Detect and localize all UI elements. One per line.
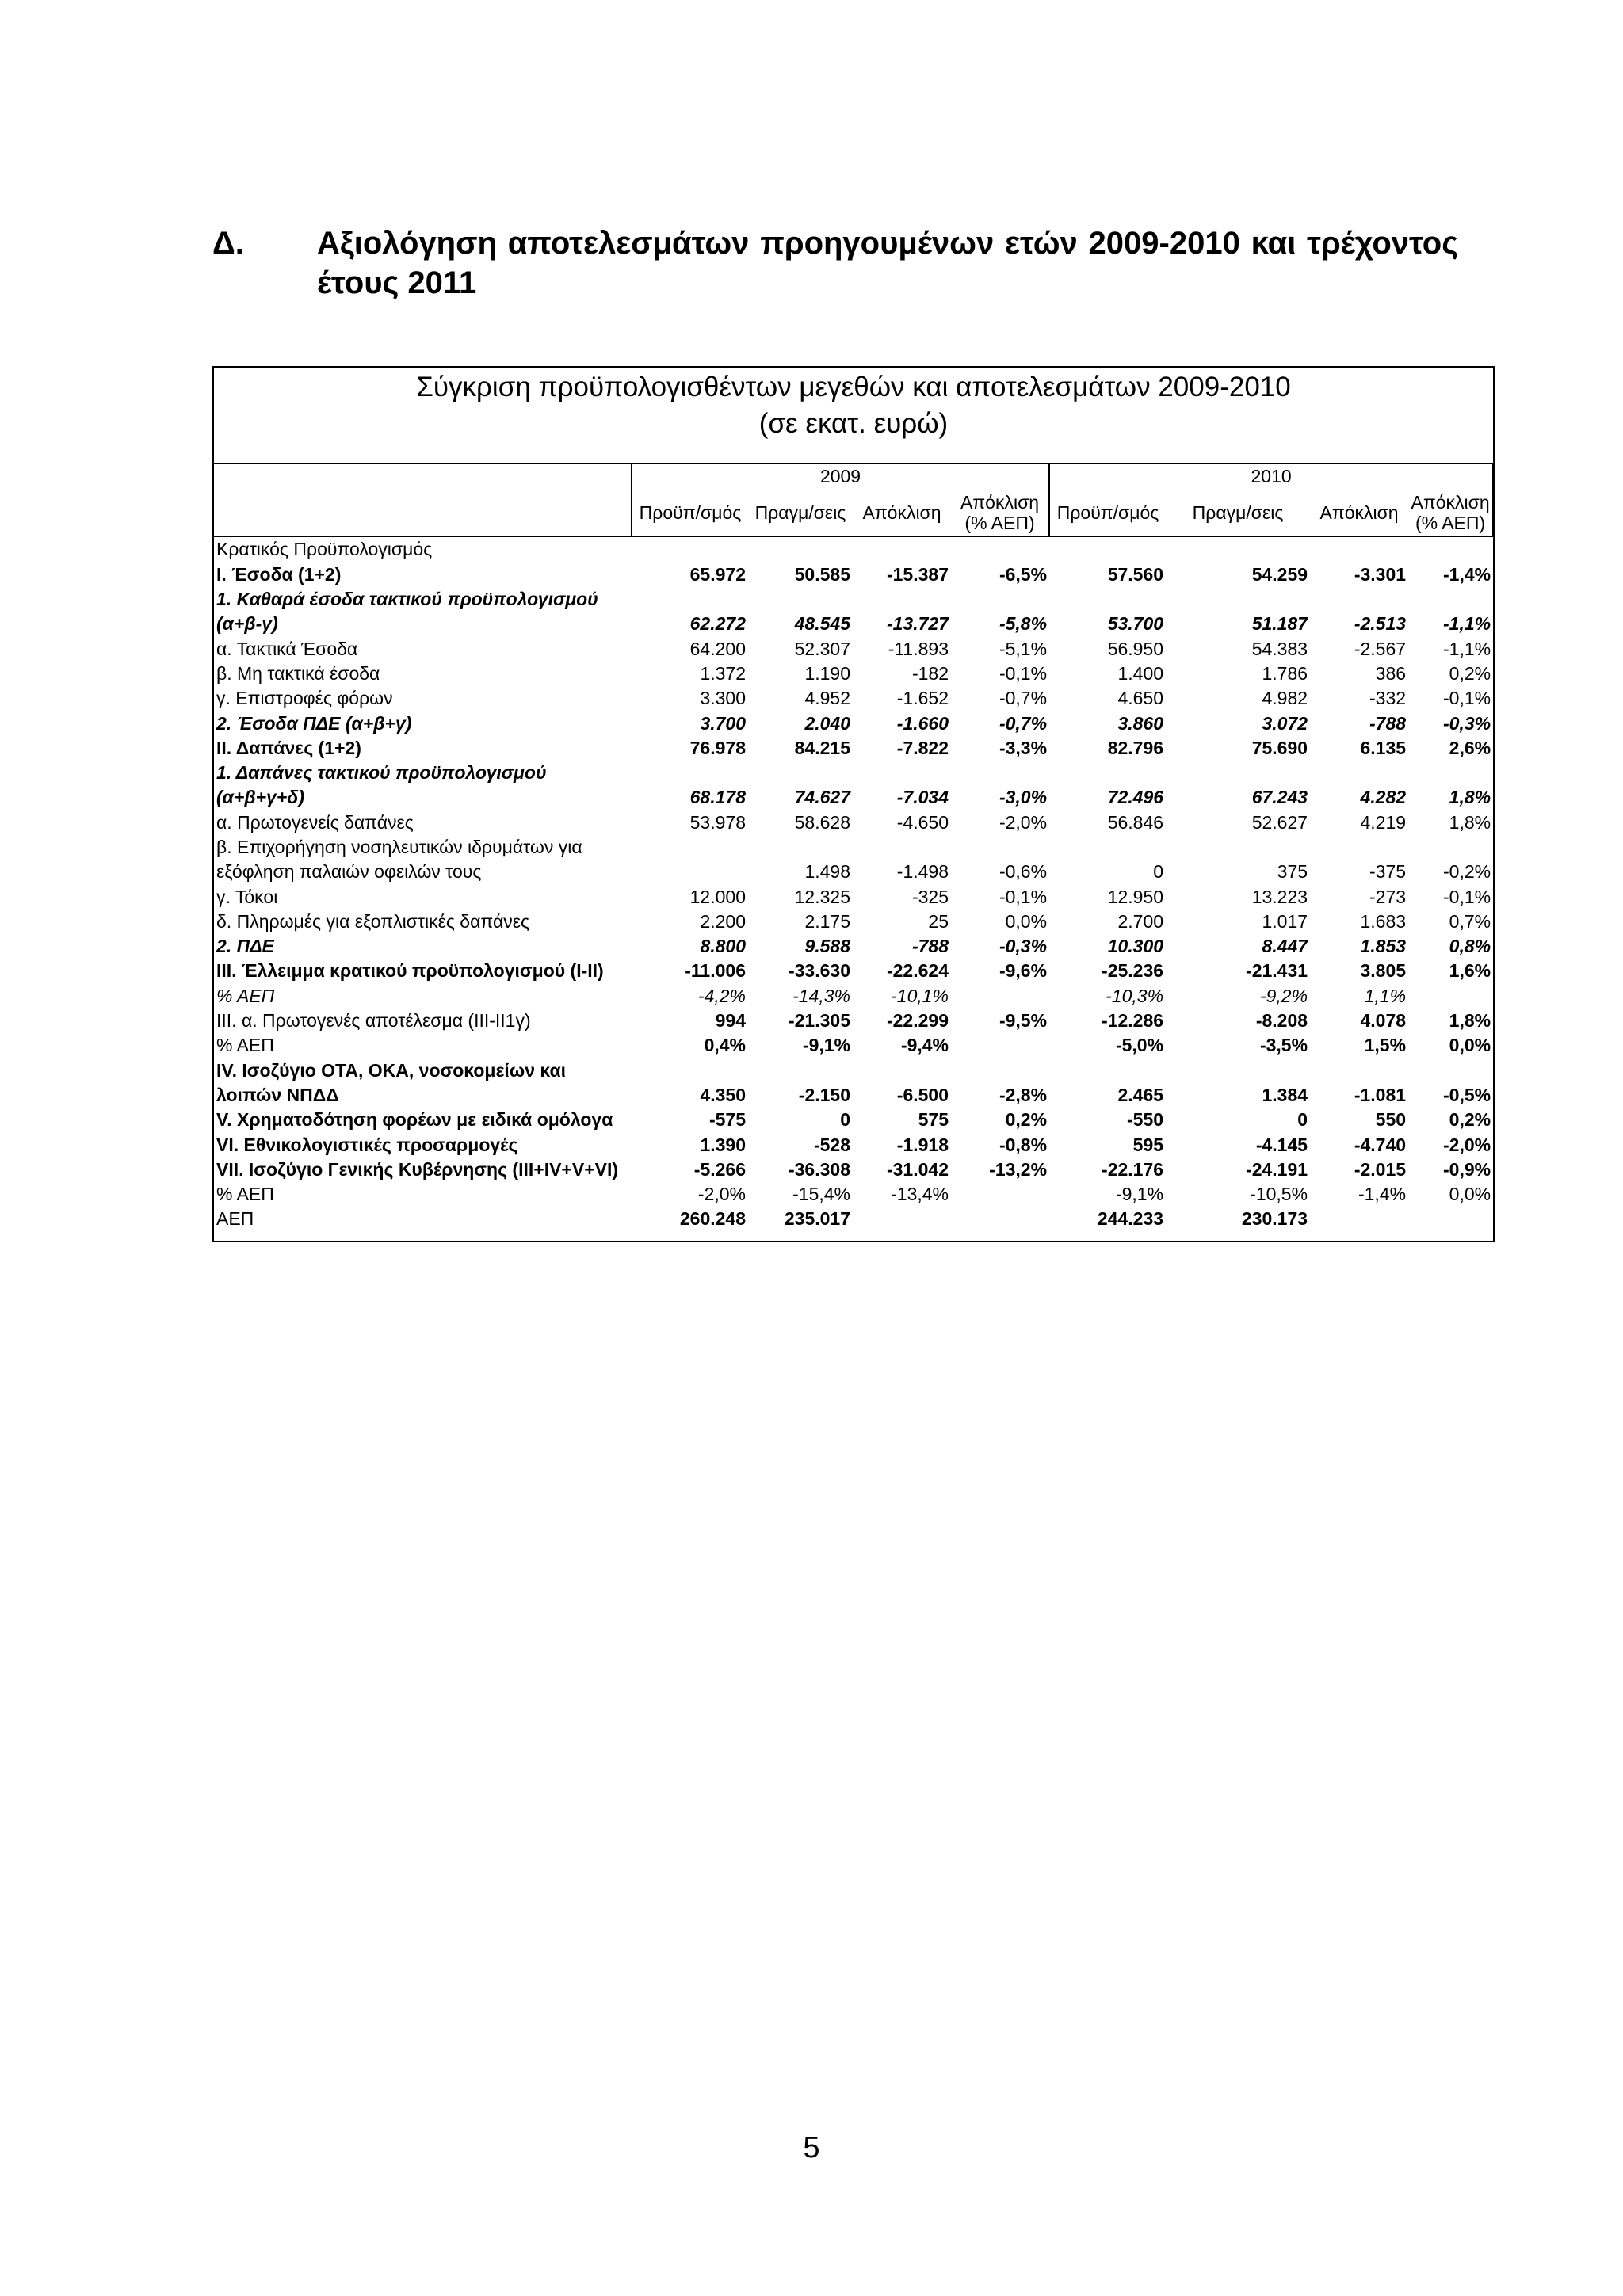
- table-row: [214, 1182, 1493, 1207]
- cell-value: -2.150: [798, 1084, 850, 1105]
- cell-value: -13,2%: [989, 1158, 1048, 1180]
- cell-value: 56.950: [1107, 638, 1164, 659]
- cell-value: 13.223: [1251, 886, 1308, 907]
- cell-value: -9,1%: [802, 1035, 850, 1056]
- cell-value: 84.215: [794, 737, 850, 758]
- table-row: [214, 636, 1493, 661]
- cell-value: [853, 761, 951, 785]
- col-header-deviation-gdp-2009: [951, 489, 1049, 537]
- cell-value: 75.690: [1251, 737, 1308, 758]
- cell-value: [951, 587, 1049, 612]
- cell-value: -5.266: [693, 1158, 746, 1180]
- table-row: [214, 835, 1493, 860]
- cell-value: [1166, 1058, 1310, 1083]
- row-label: λοιπών ΝΠΔΔ: [216, 1084, 339, 1105]
- row-label: γ. Τόκοι: [216, 886, 278, 907]
- cell-value: -0,6%: [999, 861, 1048, 883]
- year-2010-header: 2010: [1049, 463, 1493, 489]
- cell-value: [1049, 1058, 1166, 1083]
- cell-value: 260.248: [679, 1208, 746, 1230]
- row-label: % ΑΕΠ: [216, 1184, 274, 1205]
- col-header-deviation-gdp-line1: Απόκλιση: [960, 492, 1040, 513]
- cell-value: -13,4%: [891, 1184, 949, 1205]
- cell-value: 12.000: [689, 886, 746, 907]
- cell-value: 0,0%: [1005, 910, 1048, 932]
- cell-value: 65.972: [689, 563, 746, 585]
- cell-value: -550: [1127, 1109, 1164, 1131]
- row-label: 2. Έσοδα ΠΔΕ (α+β+γ): [216, 712, 412, 734]
- cell-value: 2.175: [804, 910, 850, 932]
- cell-value: 72.496: [1107, 787, 1164, 808]
- col-header-actual-2009: Πραγμ/σεις: [754, 502, 846, 523]
- cell-value: [1310, 761, 1408, 785]
- cell-value: -528: [813, 1134, 850, 1155]
- cell-value: [1166, 587, 1310, 612]
- cell-value: 1,8%: [1449, 787, 1491, 808]
- table-body: [214, 563, 1493, 1232]
- cell-value: -14,3%: [792, 985, 850, 1006]
- comparison-table-frame: [212, 366, 1495, 1242]
- cell-value: 1,8%: [1449, 1010, 1491, 1032]
- row-label: α. Τακτικά Έσοδα: [216, 638, 358, 659]
- cell-value: 52.307: [794, 638, 850, 659]
- cell-value: 0,2%: [1449, 662, 1491, 684]
- cell-value: 12.325: [794, 886, 850, 907]
- cell-value: 52.627: [1251, 811, 1308, 833]
- section-row: [214, 537, 1493, 563]
- cell-value: -182: [911, 662, 949, 684]
- cell-value: 994: [715, 1010, 746, 1032]
- cell-value: 1.683: [1360, 910, 1407, 932]
- table-row: [214, 984, 1493, 1009]
- col-header-deviation-gdp-line2: (% ΑΕΠ): [964, 513, 1035, 534]
- cell-value: -36.308: [788, 1158, 850, 1180]
- cell-value: 1.384: [1262, 1084, 1308, 1105]
- cell-value: -0,5%: [1443, 1084, 1491, 1105]
- cell-value: -0,7%: [999, 688, 1048, 709]
- row-label: ΙΙΙ. α. Πρωτογενές αποτέλεσμα (ΙΙΙ-ΙΙ1γ): [216, 1010, 531, 1032]
- cell-value: -2.513: [1354, 613, 1407, 635]
- cell-value: -5,8%: [999, 613, 1048, 635]
- cell-value: 0: [840, 1109, 850, 1131]
- cell-value: -10,5%: [1250, 1184, 1308, 1205]
- cell-value: -21.305: [788, 1010, 850, 1032]
- cell-value: 67.243: [1251, 787, 1308, 808]
- cell-value: -33.630: [788, 960, 850, 982]
- cell-value: -3,3%: [999, 737, 1048, 758]
- cell-value: 1,5%: [1364, 1035, 1407, 1056]
- cell-value: -1.652: [896, 688, 949, 709]
- cell-value: -21.431: [1246, 960, 1308, 982]
- cell-value: 48.545: [794, 613, 850, 635]
- cell-value: [748, 835, 853, 860]
- table-row: [214, 884, 1493, 909]
- cell-value: 2.465: [1117, 1084, 1164, 1105]
- cell-value: 56.846: [1107, 811, 1164, 833]
- cell-value: 4.650: [1117, 688, 1164, 709]
- table-row: [214, 785, 1493, 810]
- cell-value: [1049, 835, 1166, 860]
- table-row: [214, 612, 1493, 636]
- table-row: [214, 1033, 1493, 1058]
- page-number: 5: [803, 2131, 820, 2164]
- table-row: [214, 1108, 1493, 1132]
- cell-value: [951, 1058, 1049, 1083]
- cell-value: -4,2%: [697, 985, 746, 1006]
- row-label: εξόφληση παλαιών οφειλών τους: [216, 861, 482, 883]
- cell-value: -0,8%: [999, 1134, 1048, 1155]
- cell-value: 1.190: [804, 662, 850, 684]
- cell-value: 3.072: [1262, 712, 1308, 734]
- cell-value: -3,5%: [1259, 1035, 1308, 1056]
- row-label: % ΑΕΠ: [216, 1035, 274, 1056]
- cell-value: -0,1%: [1443, 688, 1491, 709]
- cell-value: [951, 835, 1049, 860]
- cell-value: -0,3%: [1443, 712, 1491, 734]
- cell-value: [1049, 587, 1166, 612]
- table-subtitle: (σε εκατ. ευρώ): [758, 408, 949, 439]
- cell-value: -13.727: [886, 613, 949, 635]
- cell-value: -2,8%: [999, 1084, 1048, 1105]
- cell-value: 53.978: [689, 811, 746, 833]
- cell-value: 575: [918, 1109, 949, 1131]
- cell-value: -1,1%: [1443, 613, 1491, 635]
- cell-value: 0,0%: [1449, 1184, 1491, 1205]
- cell-value: 375: [1277, 861, 1308, 883]
- cell-value: -2,0%: [697, 1184, 746, 1205]
- cell-value: -0,2%: [1443, 861, 1491, 883]
- cell-value: -6.500: [896, 1084, 949, 1105]
- cell-value: 2.700: [1117, 910, 1164, 932]
- table-row: [214, 860, 1493, 884]
- cell-value: -1,4%: [1358, 1184, 1407, 1205]
- cell-value: [632, 761, 748, 785]
- col-header-actual-2010: Πραγμ/σεις: [1192, 502, 1284, 523]
- cell-value: -4.740: [1354, 1134, 1407, 1155]
- cell-value: -24.191: [1246, 1158, 1308, 1180]
- cell-value: -0,9%: [1443, 1158, 1491, 1180]
- cell-value: -5,1%: [999, 638, 1048, 659]
- cell-value: [1166, 761, 1310, 785]
- cell-value: 54.259: [1251, 563, 1308, 585]
- cell-value: 68.178: [689, 787, 746, 808]
- cell-value: [1408, 835, 1493, 860]
- cell-value: -9,4%: [900, 1035, 949, 1056]
- cell-value: -10,1%: [891, 985, 949, 1006]
- col-header-budget-2009: Προϋπ/σμός: [632, 489, 748, 537]
- cell-value: -7.822: [896, 737, 949, 758]
- cell-value: 3.700: [700, 712, 746, 734]
- cell-value: [632, 835, 748, 860]
- cell-value: [951, 1033, 1049, 1058]
- cell-value: -22.624: [886, 960, 949, 982]
- cell-value: -0,1%: [999, 662, 1048, 684]
- cell-value: -9,2%: [1259, 985, 1308, 1006]
- cell-value: -15.387: [886, 563, 949, 585]
- cell-value: 4.982: [1262, 688, 1308, 709]
- cell-value: 8.800: [700, 936, 746, 957]
- cell-value: [748, 587, 853, 612]
- cell-value: [1310, 587, 1408, 612]
- cell-value: 76.978: [689, 737, 746, 758]
- year-2009-header: 2009: [632, 463, 1049, 489]
- cell-value: [632, 587, 748, 612]
- cell-value: 550: [1375, 1109, 1407, 1131]
- cell-value: 57.560: [1107, 563, 1164, 585]
- table-row: [214, 761, 1493, 785]
- table-row: [214, 563, 1493, 587]
- table-row: [214, 1058, 1493, 1083]
- cell-value: 62.272: [689, 613, 746, 635]
- cell-value: 0,2%: [1005, 1109, 1048, 1131]
- row-label: Ι. Έσοδα (1+2): [216, 563, 342, 585]
- cell-value: 0,2%: [1449, 1109, 1491, 1131]
- cell-value: -3.301: [1354, 563, 1407, 585]
- cell-value: 0: [1153, 861, 1164, 883]
- budget-comparison-table: [214, 463, 1494, 1232]
- cell-value: 4.078: [1360, 1010, 1407, 1032]
- cell-value: -273: [1369, 886, 1407, 907]
- cell-value: -3,0%: [999, 787, 1048, 808]
- row-label: ΙΙΙ. Έλλειμμα κρατικού προϋπολογισμού (Ι-ΙΙ): [216, 960, 604, 982]
- col-header-deviation-2009: Απόκλιση: [862, 502, 941, 523]
- header-blank: [214, 463, 632, 489]
- cell-value: -332: [1369, 688, 1407, 709]
- cell-value: -0,7%: [999, 712, 1048, 734]
- cell-value: [1310, 1207, 1408, 1231]
- cell-value: -12.286: [1102, 1010, 1164, 1032]
- cell-value: 9.588: [804, 936, 850, 957]
- column-header-row: [214, 489, 1493, 537]
- table-row: [214, 1132, 1493, 1157]
- cell-value: [951, 761, 1049, 785]
- cell-value: 53.700: [1107, 613, 1164, 635]
- cell-value: -10,3%: [1106, 985, 1164, 1006]
- cell-value: [1166, 835, 1310, 860]
- cell-value: [951, 1182, 1049, 1207]
- row-label: β. Μη τακτικά έσοδα: [216, 662, 380, 684]
- cell-value: [1408, 587, 1493, 612]
- table-row: [214, 736, 1493, 761]
- cell-value: 50.585: [794, 563, 850, 585]
- cell-value: 1,6%: [1449, 960, 1491, 982]
- row-label: α. Πρωτογενείς δαπάνες: [216, 811, 414, 833]
- table-row: [214, 810, 1493, 835]
- row-label: (α+β-γ): [216, 613, 278, 635]
- cell-value: -788: [911, 936, 949, 957]
- cell-value: [1310, 835, 1408, 860]
- section-letter: Δ.: [212, 226, 244, 261]
- cell-value: 58.628: [794, 811, 850, 833]
- row-label: ΙV. Ισοζύγιο ΟΤΑ, ΟΚΑ, νοσοκομείων και: [216, 1059, 566, 1081]
- cell-value: -1,4%: [1443, 563, 1491, 585]
- cell-value: 4.282: [1360, 787, 1407, 808]
- row-label: VΙΙ. Ισοζύγιο Γενικής Κυβέρνησης (ΙΙΙ+ΙV+V+VΙ): [216, 1158, 619, 1180]
- cell-value: 6.135: [1360, 737, 1407, 758]
- col-header-deviation-gdp-line2: (% ΑΕΠ): [1415, 513, 1486, 534]
- cell-value: 74.627: [794, 787, 850, 808]
- col-header-deviation-2010: Απόκλιση: [1319, 502, 1399, 523]
- cell-value: -1.660: [896, 712, 949, 734]
- cell-value: 244.233: [1097, 1208, 1164, 1230]
- section-title: Αξιολόγηση αποτελεσμάτων προηγουμένων ετών 2009-2010 και τρέχοντος έτους 2011: [317, 226, 1458, 300]
- cell-value: 1,1%: [1364, 985, 1407, 1006]
- year-header-row: [214, 463, 1493, 489]
- cell-value: 4.952: [804, 688, 850, 709]
- cell-value: [1310, 1058, 1408, 1083]
- cell-value: [951, 984, 1049, 1009]
- cell-value: 1.390: [700, 1134, 746, 1155]
- cell-value: [1408, 984, 1493, 1009]
- row-label: % ΑΕΠ: [216, 985, 275, 1006]
- table-row: [214, 934, 1493, 959]
- cell-value: -0,1%: [1443, 886, 1491, 907]
- cell-value: -2,0%: [1443, 1134, 1491, 1155]
- cell-value: 64.200: [689, 638, 746, 659]
- table-row: [214, 686, 1493, 711]
- cell-value: -1.498: [896, 861, 949, 883]
- cell-value: -7.034: [896, 787, 949, 808]
- cell-value: -6,5%: [999, 563, 1048, 585]
- cell-value: [1408, 761, 1493, 785]
- cell-value: [853, 835, 951, 860]
- col-header-deviation-gdp-line1: Απόκλιση: [1411, 492, 1490, 513]
- cell-value: -9,5%: [999, 1010, 1048, 1032]
- cell-value: -11.893: [888, 638, 949, 659]
- cell-value: 10.300: [1107, 936, 1164, 957]
- cell-value: 2.040: [804, 712, 850, 734]
- cell-value: -4.145: [1255, 1134, 1308, 1155]
- cell-value: 25: [928, 910, 949, 932]
- cell-value: 1,8%: [1449, 811, 1491, 833]
- cell-value: 0,0%: [1449, 1035, 1491, 1056]
- cell-value: [1049, 761, 1166, 785]
- cell-value: 82.796: [1107, 737, 1164, 758]
- table-row: [214, 1083, 1493, 1108]
- row-label: V. Χρηματοδότηση φορέων με ειδικά ομόλογα: [216, 1109, 613, 1131]
- cell-value: 12.950: [1107, 886, 1164, 907]
- cell-value: -22.176: [1102, 1158, 1164, 1180]
- cell-value: 1.017: [1262, 910, 1308, 932]
- table-row: [214, 1009, 1493, 1033]
- cell-value: 0,4%: [704, 1035, 746, 1056]
- row-label: 1. Καθαρά έσοδα τακτικού προϋπολογισμού: [216, 589, 598, 610]
- cell-value: -375: [1369, 861, 1407, 883]
- cell-value: -15,4%: [792, 1184, 850, 1205]
- cell-value: 0,8%: [1449, 936, 1491, 957]
- cell-value: 3.300: [700, 688, 746, 709]
- cell-value: [1408, 1058, 1493, 1083]
- cell-value: 0: [1297, 1109, 1308, 1131]
- header-blank: [214, 489, 632, 537]
- cell-value: 51.187: [1251, 613, 1308, 635]
- cell-value: -788: [1369, 712, 1407, 734]
- cell-value: -4.650: [896, 811, 949, 833]
- cell-value: 4.219: [1360, 811, 1407, 833]
- cell-value: -2.015: [1354, 1158, 1407, 1180]
- cell-value: 595: [1132, 1134, 1164, 1155]
- cell-value: -25.236: [1102, 960, 1164, 982]
- cell-value: -575: [708, 1109, 746, 1131]
- cell-value: [853, 1207, 951, 1231]
- cell-value: -0,3%: [999, 936, 1048, 957]
- cell-value: [632, 860, 748, 884]
- table-row: [214, 959, 1493, 983]
- cell-value: -9,6%: [999, 960, 1048, 982]
- row-label: ΙΙ. Δαπάνες (1+2): [216, 737, 361, 758]
- table-row: [214, 910, 1493, 934]
- cell-value: -9,1%: [1115, 1184, 1164, 1205]
- cell-value: -2.567: [1354, 638, 1407, 659]
- cell-value: [748, 761, 853, 785]
- cell-value: 8.447: [1262, 936, 1308, 957]
- table-row: [214, 711, 1493, 735]
- cell-value: 4.350: [700, 1084, 746, 1105]
- cell-value: 235.017: [784, 1208, 850, 1230]
- table-row: [214, 1158, 1493, 1182]
- col-header-deviation-gdp-2010: [1408, 489, 1493, 537]
- cell-value: [1408, 1207, 1493, 1231]
- cell-value: -1,1%: [1443, 638, 1491, 659]
- cell-value: [853, 1058, 951, 1083]
- cell-value: -5,0%: [1115, 1035, 1164, 1056]
- cell-value: 386: [1375, 662, 1407, 684]
- cell-value: 3.805: [1360, 960, 1407, 982]
- row-label: ΑΕΠ: [216, 1208, 254, 1230]
- cell-value: 1.853: [1360, 936, 1407, 957]
- row-label: (α+β+γ+δ): [216, 787, 304, 808]
- row-label: 2. ΠΔΕ: [216, 936, 274, 957]
- cell-value: -8.208: [1255, 1010, 1308, 1032]
- cell-value: [853, 587, 951, 612]
- cell-value: 1.400: [1117, 662, 1164, 684]
- cell-value: 1.498: [804, 861, 850, 883]
- cell-value: -31.042: [886, 1158, 949, 1180]
- row-label: 1. Δαπάνες τακτικού προϋπολογισμού: [216, 762, 547, 784]
- cell-value: 2.200: [700, 910, 746, 932]
- cell-value: -11.006: [685, 960, 746, 982]
- row-label: δ. Πληρωμές για εξοπλιστικές δαπάνες: [216, 910, 530, 932]
- table-title: Σύγκριση προϋπολογισθέντων μεγεθών και αποτελεσμάτων 2009-2010: [416, 372, 1291, 402]
- row-label: γ. Επιστροφές φόρων: [216, 688, 393, 709]
- cell-value: -2,0%: [999, 811, 1048, 833]
- cell-value: -325: [911, 886, 949, 907]
- table-row: [214, 587, 1493, 612]
- row-label: VΙ. Εθνικολογιστικές προσαρμογές: [216, 1134, 518, 1155]
- row-label: β. Επιχορήγηση νοσηλευτικών ιδρυμάτων για: [216, 837, 582, 857]
- cell-value: 1.372: [700, 662, 746, 684]
- cell-value: 2,6%: [1449, 737, 1491, 758]
- cell-value: 3.860: [1117, 712, 1164, 734]
- cell-value: -1.918: [896, 1134, 949, 1155]
- col-header-budget-2010: Προϋπ/σμός: [1056, 502, 1159, 523]
- table-row: [214, 662, 1493, 686]
- cell-value: -1.081: [1354, 1084, 1407, 1105]
- cell-value: [951, 1207, 1049, 1231]
- section-label: Κρατικός Προϋπολογισμός: [214, 537, 632, 563]
- cell-value: -22.299: [886, 1010, 949, 1032]
- cell-value: [632, 1058, 748, 1083]
- cell-value: 1.786: [1262, 662, 1308, 684]
- cell-value: 0,7%: [1449, 910, 1491, 932]
- cell-value: -0,1%: [999, 886, 1048, 907]
- cell-value: 54.383: [1251, 638, 1308, 659]
- cell-value: [748, 1058, 853, 1083]
- table-row: [214, 1207, 1493, 1231]
- cell-value: 230.173: [1241, 1208, 1308, 1230]
